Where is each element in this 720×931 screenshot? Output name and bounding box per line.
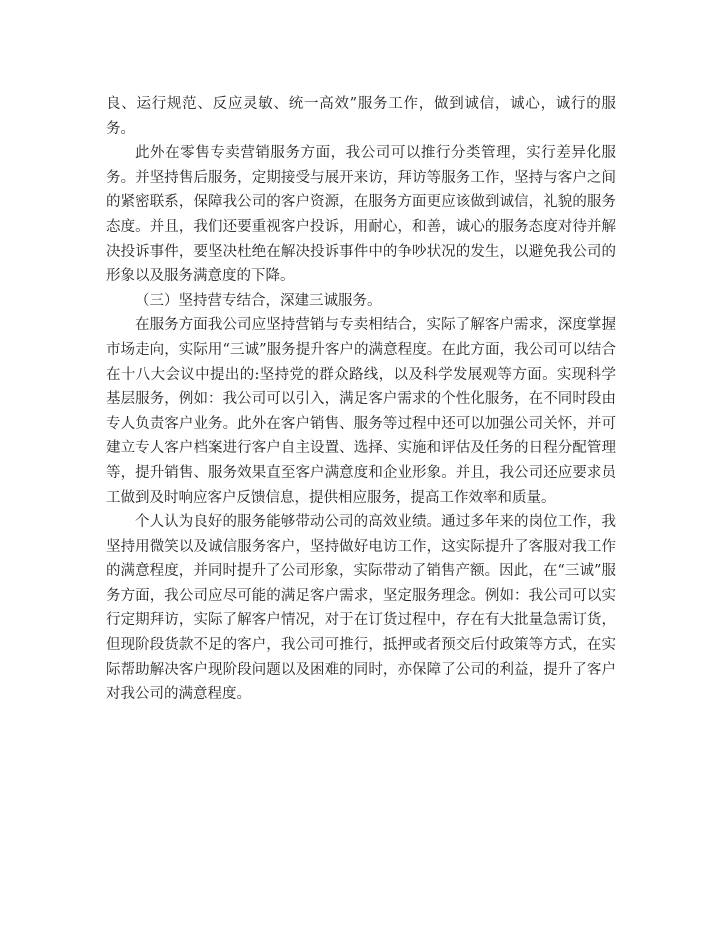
- paragraph-personal-view: 个人认为良好的服务能够带动公司的高效业绩。通过多年来的岗位工作，我坚持用微笑以及诚信服务客户，坚持做好电访工作，这实际提升了客服对我工作的满意程度，并同时提升了公司形象，实际带动了销售产额。因此，在“三诚”服务方面，我公司应尽可能的满足客户需求，坚定服务理念。例如：我公司可以实行定期拜访，实际了解客户情况，对于在订货过程中，存在有大批量急需订货，但现阶段货款不足的客户，我公司可推行，抵押或者预交后付政策等方式，在实际帮助解决客户现阶段问题以及困难的同时，亦保障了公司的利益，提升了客户对我公司的满意程度。: [106, 514, 616, 703]
- document-body: [106, 92, 616, 707]
- paragraph-marketing-combination: 在服务方面我公司应坚持营销与专卖相结合，实际了解客户需求，深度掌握市场走向，实际用“三诚”服务提升客户的满意程度。在此方面，我公司可以结合在十八大会议中提出的:坚持党的群众路线，以及科学发展观等方面。实现科学基层服务，例如：我公司可以引入，满足客户需求的个性化服务，在不同时段由专人负责客户业务。此外在客户销售、服务等过程中还可以加强公司关怀，并可建立专人客户档案进行客户自主设置、选择、实施和评估及任务的日程分配管理等，提升销售、服务效果直至客户满意度和企业形象。并且，我公司还应要求员工做到及时响应客户反馈信息，提供相应服务，提高工作效率和质量。: [106, 317, 616, 506]
- paragraph-retail-service: 此外在零售专卖营销服务方面，我公司可以推行分类管理，实行差异化服务。并坚持售后服务，定期接受与展开来访，拜访等服务工作，坚持与客户之间的紧密联系，保障我公司的客户资源，在服务方面更应该做到诚信，礼貌的服务态度。并且，我们还要重视客户投诉，用耐心，和善，诚心的服务态度对待并解决投诉事件，要坚决杜绝在解决投诉事件中的争吵状况的发生，以避免我公司的形象以及服务满意度的下降。: [106, 145, 616, 285]
- paragraph-continuation: 良、运行规范、反应灵敏、统一高效”服务工作，做到诚信，诚心，诚行的服务。: [106, 96, 616, 137]
- section-heading: （三）坚持营专结合，深建三诚服务。: [135, 292, 382, 309]
